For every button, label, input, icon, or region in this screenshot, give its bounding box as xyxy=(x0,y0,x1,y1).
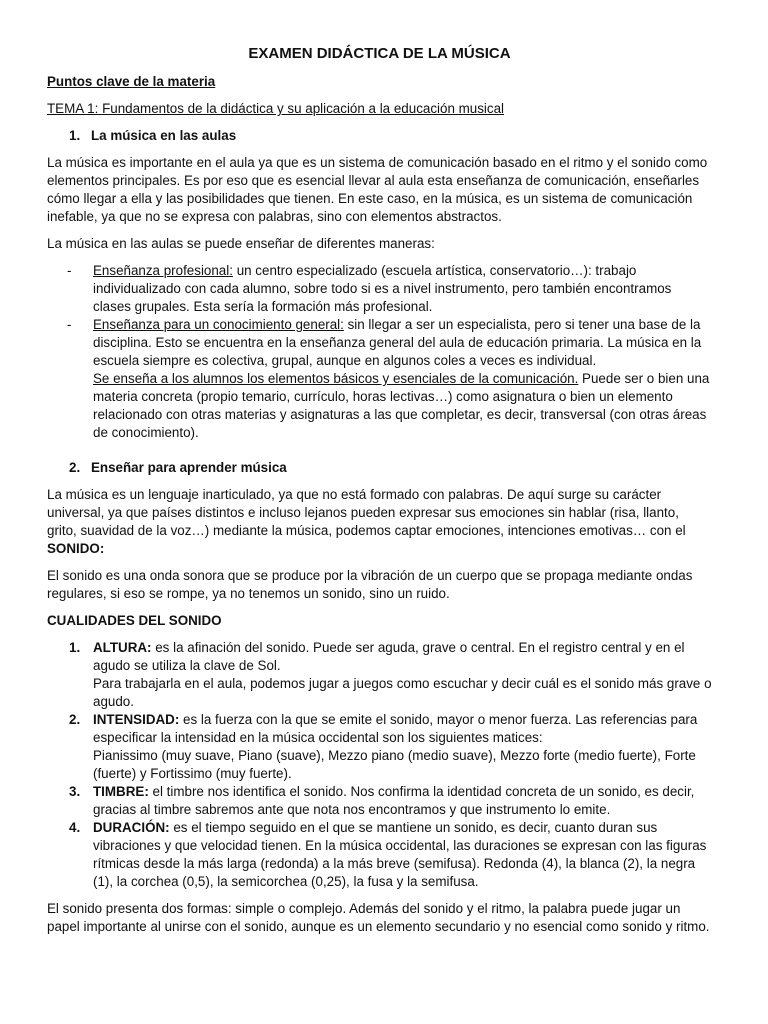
quality-extra: Para trabajarla en el aula, podemos jugar a juegos como escuchar y decir cuál es el sonido más grave o agudo. xyxy=(93,676,712,709)
list-item-body xyxy=(93,262,712,316)
list-bullet: - xyxy=(67,263,72,278)
list-number: 4. xyxy=(69,820,81,835)
topic-label: TEMA 1: Fundamentos de la didáctica y su aplicación a la educación musical xyxy=(47,101,505,116)
paragraph-4: El sonido es una onda sonora que se produce por la vibración de un cuerpo que se propaga mediante ondas regulares, si eso se rompe, ya no tenemos un sonido, sino un ruido. xyxy=(47,568,693,601)
list-item xyxy=(47,819,712,891)
quality-text: es el tiempo seguido en el que se mantiene un sonido, es decir, cuanto duran sus vibraciones y que velocidad tienen. En la música occidental, las duraciones se expresan con las figuras rítmicas desde la más larga (redonda) a la más breve (semifusa). Redonda (4), la blanca (2), la negra (1), la corchea (0,5), la semicorchea (0,25), la fusa y la semifusa. xyxy=(93,820,707,889)
list-item xyxy=(47,639,712,711)
quality-extra: Pianissimo (muy suave, Piano (suave), Mezzo piano (medio suave), Mezzo forte (medio fuerte), Forte (fuerte) y Fortissimo (muy fuerte). xyxy=(93,748,696,781)
list-number: 1. xyxy=(69,640,81,655)
quality-label: ALTURA: xyxy=(93,640,152,655)
list-item-text: un centro especializado (escuela artística, conservatorio…): trabajo individualizado con cada alumno, sobre todo si es a nivel instrumento, pero también encontramos clases grupales. Esta sería la formación más profesional. xyxy=(93,263,672,314)
paragraph-2: La música en las aulas se puede enseñar de diferentes maneras: xyxy=(47,236,435,251)
section-2-heading xyxy=(47,459,712,477)
list-item xyxy=(47,316,712,442)
quality-text: es la fuerza con la que se emite el sonido, mayor o menor fuerza. Las referencias para especificar la intensidad en la música occidental son los siguientes matices: xyxy=(93,712,698,745)
list-item-underlined: Se enseña a los alumnos los elementos básicos y esenciales de la comunicación. xyxy=(93,371,579,386)
list-item xyxy=(47,711,712,783)
section-1-heading xyxy=(47,127,712,145)
list-number: 3. xyxy=(69,784,81,799)
key-points-heading xyxy=(47,73,712,91)
section-1-number: 1. xyxy=(69,128,81,143)
list-item-text: sin llegar a ser un especialista, pero si tener una base de la disciplina. Esto se encuentra en la enseñanza general del aula de educación primaria. La música en la escuela siempre es colectiva, grupal, aunque en algunos coles a veces es individual. xyxy=(93,317,702,368)
paragraph-3-text: La música es un lenguaje inarticulado, ya que no está formado con palabras. De aquí surge su carácter universal, ya que países distintos e incluso lejanos pueden expresar sus emociones sin hablar (risa, llanto, grito, suavidad de la voz…) mediante la música, podemos captar emociones, intenciones emotivas… con el xyxy=(47,487,686,538)
list-item-body xyxy=(93,316,712,442)
list-item-body xyxy=(93,783,712,819)
paragraph-3-bold: SONIDO: xyxy=(47,541,105,556)
key-points-label: Puntos clave de la materia xyxy=(47,74,216,89)
topic-heading xyxy=(47,100,712,118)
list-number: 2. xyxy=(69,712,81,727)
section-1-title: La música en las aulas xyxy=(91,128,237,143)
list-item-text-2: Puede ser o bien una materia concreta (propio temario, currículo, horas lectivas…) como asignatura o bien un elemento relacionado con otras materias y asignaturas a las que completar, es decir, transversal (con otras áreas de conocimiento). xyxy=(93,371,710,440)
qualities-heading-label: CUALIDADES DEL SONIDO xyxy=(47,613,222,628)
list-item-label: Enseñanza profesional: xyxy=(93,263,233,278)
qualities-list xyxy=(47,639,712,891)
quality-label: INTENSIDAD: xyxy=(93,712,180,727)
list-item xyxy=(47,783,712,819)
quality-label: TIMBRE: xyxy=(93,784,149,799)
list-item-body xyxy=(93,819,712,891)
qualities-heading xyxy=(47,612,712,630)
list-item-body xyxy=(93,711,712,783)
paragraph-5: El sonido presenta dos formas: simple o complejo. Además del sonido y el ritmo, la palabra puede jugar un papel importante al unirse con el sonido, aunque es un elemento secundario y no esencial como sonido y ritmo. xyxy=(47,901,710,934)
section-2-title: Enseñar para aprender música xyxy=(91,460,287,475)
list-item xyxy=(47,262,712,316)
list-item-body xyxy=(93,639,712,711)
paragraph-1: La música es importante en el aula ya que es un sistema de comunicación basado en el ritmo y el sonido como elementos principales. Es por eso que es esencial llevar al aula esta enseñanza de comunicación, enseñarles cómo llegar a ella y las posibilidades que tienen. En este caso, en la música, es un sistema de comunicación inefable, ya que no se expresa con palabras, sino con elementos abstractos. xyxy=(47,155,708,224)
paragraph-3 xyxy=(47,486,712,558)
quality-text: el timbre nos identifica el sonido. Nos confirma la identidad concreta de un sonido, es decir, gracias al timbre sabremos ante que nota nos encontramos y que instrumento lo emite. xyxy=(93,784,695,817)
document-title: EXAMEN DIDÁCTICA DE LA MÚSICA xyxy=(248,45,511,62)
quality-label: DURACIÓN: xyxy=(93,820,170,835)
teaching-modes-list xyxy=(47,262,712,442)
quality-text: es la afinación del sonido. Puede ser aguda, grave o central. En el registro central y en el agudo se utiliza la clave de Sol. xyxy=(93,640,685,673)
list-bullet: - xyxy=(67,317,72,332)
list-item-label: Enseñanza para un conocimiento general: xyxy=(93,317,344,332)
section-2-number: 2. xyxy=(69,460,81,475)
